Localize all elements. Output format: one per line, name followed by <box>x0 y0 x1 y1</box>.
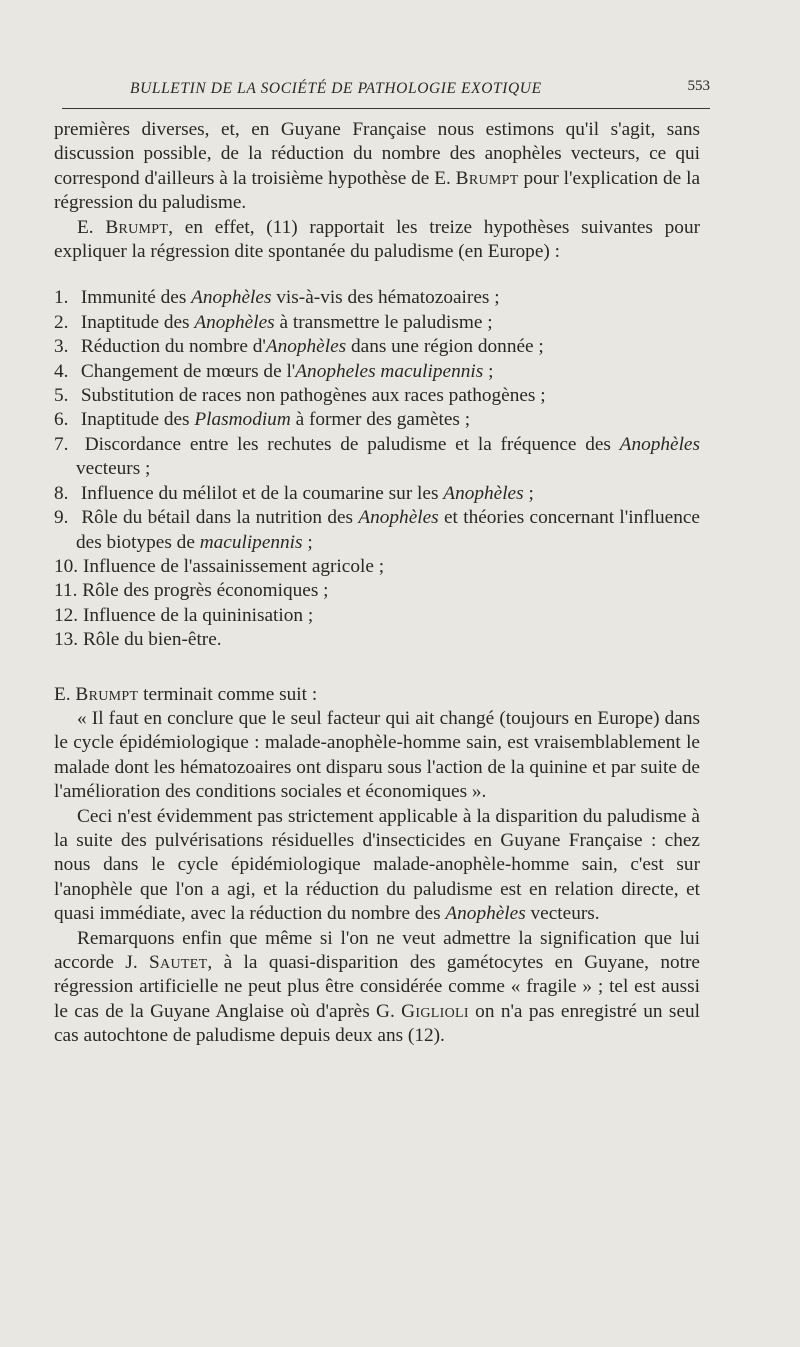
list-item: 1. Immunité des Anophèles vis-à-vis des hématozoaires ; <box>54 287 500 309</box>
list-item: 8. Influence du mélilot et de la coumarine sur les Anophèles ; <box>54 482 534 504</box>
list-item: 10. Influence de l'assainissement agricole ; <box>54 555 385 577</box>
header-rule <box>62 108 710 109</box>
author-name: Brumpt <box>75 683 139 705</box>
list-item: 13. Rôle du bien-être. <box>54 629 222 651</box>
author-name: Sautet <box>149 952 208 973</box>
list-item: 11. Rôle des progrès économiques ; <box>54 580 329 602</box>
author-name: Brumpt <box>455 167 519 189</box>
list-item: 9. Rôle du bétail dans la nutrition des Anophèles et théories concernant l'influence des biotypes de maculipennis ; <box>54 507 700 553</box>
list-item: 5. Substitution de races non pathogènes aux races pathogènes ; <box>54 385 546 407</box>
hypotheses-list <box>54 286 700 652</box>
list-item: 3. Réduction du nombre d'Anophèles dans une région donnée ; <box>54 336 544 358</box>
paragraph-6: Remarquons enfin que même si l'on ne veut admettre la signification que lui accorde J. Sautet, à la quasi-disparition des gamétocytes en Guyane, notre régression artificielle ne peut plus être considérée comme « fragile » ; tel est aussi le cas de la Guyane Anglaise où d'après G. Giglioli on n'a pas enregistré un seul cas autochtone de paludisme depuis deux ans (12). <box>54 927 700 1047</box>
list-item: 12. Influence de la quininisation ; <box>54 604 314 626</box>
author-name: Brumpt <box>105 216 169 238</box>
list-item: 2. Inaptitude des Anophèles à transmettre le paludisme ; <box>54 311 493 333</box>
paragraph-2: E. Brumpt, en effet, (11) rapportait les treize hypothèses suivantes pour expliquer la régression dite spontanée du paludisme (en Europe) : <box>54 216 701 263</box>
paragraph-4-quote: « Il faut en conclure que le seul facteur qui ait changé (toujours en Europe) dans le cycle épidémiologique : malade-anophèle-homme sain, est vraisemblablement le malade dont les hématozoaires ont disparu sous l'action de la quinine et par suite de l'amélioration des conditions sociales et économiques ». <box>54 707 700 803</box>
paragraph-5: Ceci n'est évidemment pas strictement applicable à la disparition du paludisme à la suite des pulvérisations résiduelles d'insecticides en Guyane Française : chez nous dans le cycle épidémiologique malade-anophèle-homme sain, c'est sur l'anophèle que l'on a agi, et la réduction du paludisme est en relation directe, et quasi immédiate, avec la réduction du nombre des Anophèles vecteurs. <box>54 805 700 925</box>
list-item: 7. Discordance entre les rechutes de paludisme et la fréquence des Anophèles vecteurs ; <box>54 433 700 480</box>
paragraph-1: premières diverses, et, en Guyane Française nous estimons qu'il s'agit, sans discussion possible, de la réduction du nombre des anophèles vecteurs, ce qui correspond d'ailleurs à la troisième hypothèse de E. Brumpt pour l'explication de la régression du paludisme. <box>54 119 700 214</box>
paragraph-3: E. Brumpt terminait comme suit : <box>54 683 318 705</box>
list-item: 6. Inaptitude des Plasmodium à former des gamètes ; <box>54 409 471 431</box>
running-title: BULLETIN DE LA SOCIÉTÉ DE PATHOLOGIE EXOTIQUE <box>130 80 542 97</box>
page-number: 553 <box>687 78 710 94</box>
list-item: 4. Changement de mœurs de l'Anopheles maculipennis ; <box>54 360 494 382</box>
author-name: Giglioli <box>401 1000 469 1022</box>
article-body <box>54 118 700 1049</box>
